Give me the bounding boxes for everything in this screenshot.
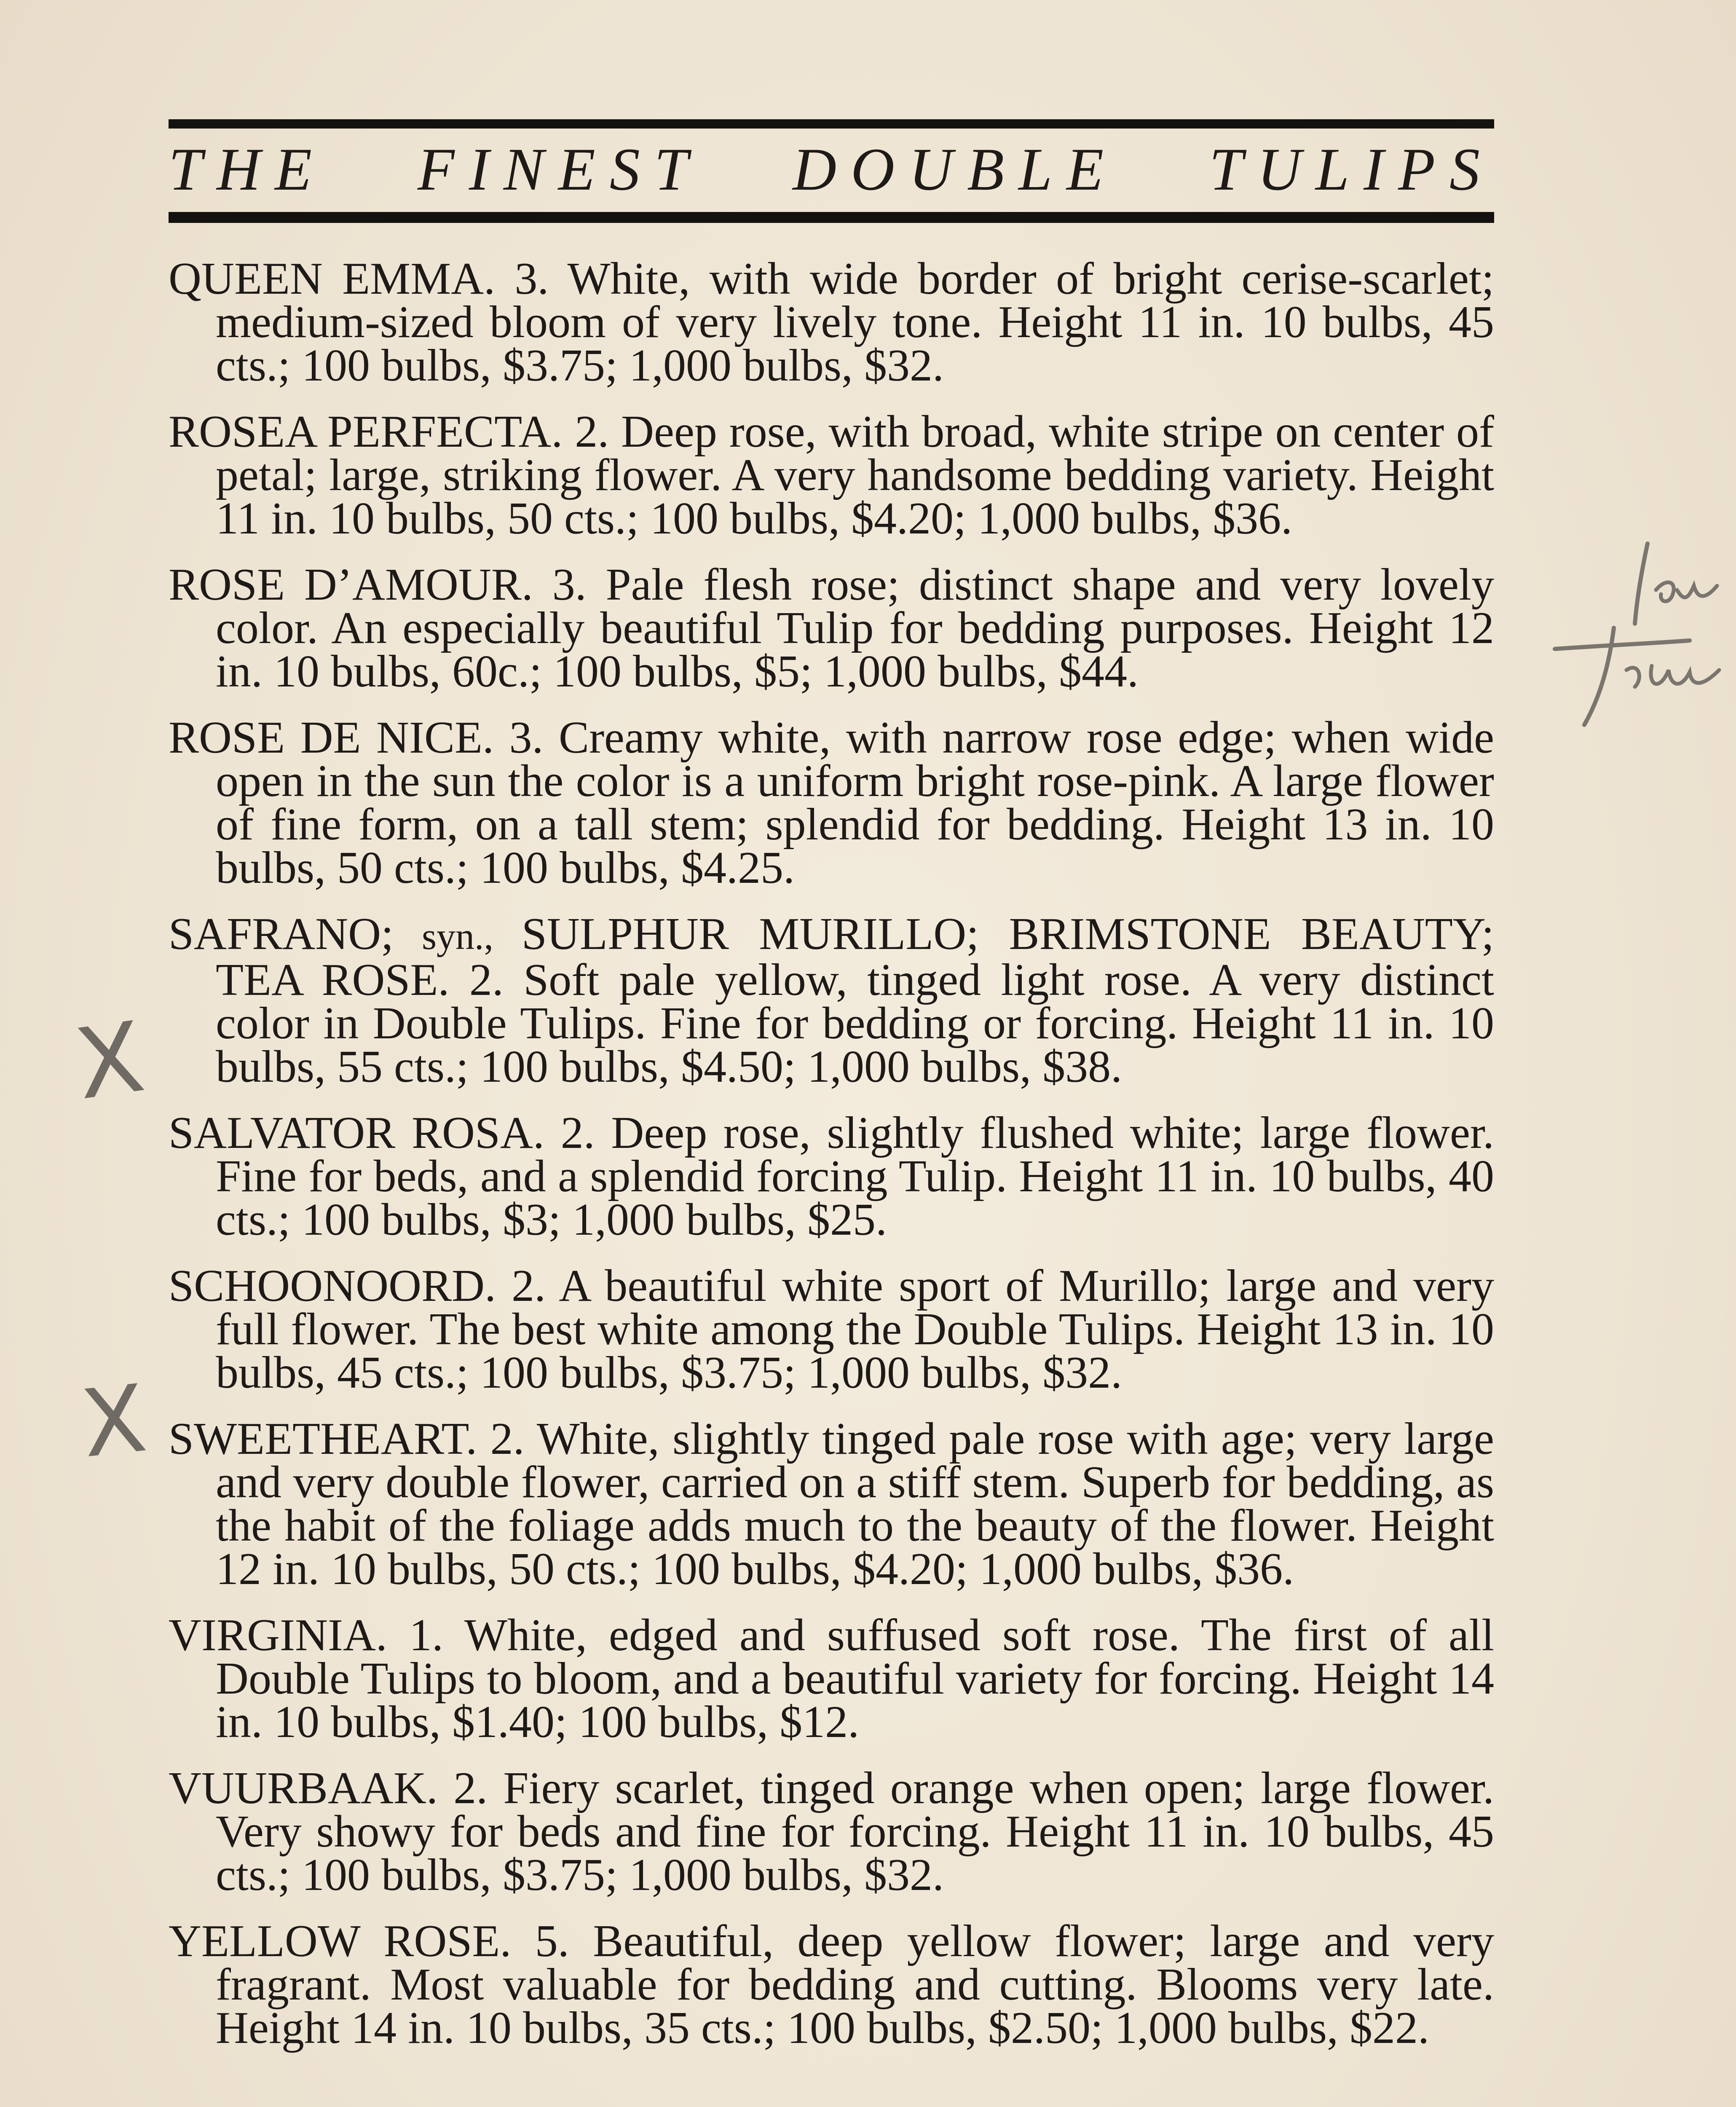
entry-description: 2. Fiery scarlet, tinged orange when open; large flower. Very showy for beds and fine for forcing. Height 11 in. 10 bulbs, 45 cts.; 100 bulbs, $3.75; 1,000 bulbs, $32. <box>216 1763 1494 1900</box>
entry-name: VUURBAAK. <box>169 1763 438 1813</box>
header-rule-bottom <box>169 212 1494 223</box>
tulip-entry-sweetheart <box>169 1414 1494 1594</box>
entry-name: YELLOW ROSE. <box>169 1916 512 1966</box>
tulip-entry-queen-emma <box>169 254 1494 391</box>
tulip-entry-schoonoord <box>169 1261 1494 1398</box>
tulip-entry-safrano <box>169 909 1494 1092</box>
entry-description: 2. A beautiful white sport of Murillo; large and very full flower. The best white among the Double Tulips. Height 13 in. 10 bulbs, 45 cts.; 100 bulbs, $3.75; 1,000 bulbs, $32. <box>216 1261 1494 1398</box>
entry-name: ROSE D’AMOUR. <box>169 560 533 610</box>
entry-description: 3. White, with wide border of bright cerise-scarlet; medium-sized bloom of very lively tone. Height 11 in. 10 bulbs, 45 cts.; 100 bulbs, $3.75; 1,000 bulbs, $32. <box>216 254 1494 391</box>
entry-description: 1. White, edged and suffused soft rose. The first of all Double Tulips to bloom, and a beautiful variety for forcing. Height 14 in. 10 bulbs, $1.40; 100 bulbs, $12. <box>216 1610 1494 1747</box>
tulip-entry-rosea-perfecta <box>169 407 1494 544</box>
entry-description: 2. Deep rose, slightly flushed white; large flower. Fine for beds, and a splendid forcing Tulip. Height 11 in. 10 bulbs, 40 cts.; 100 bulbs, $3; 1,000 bulbs, $25. <box>216 1108 1494 1245</box>
tulip-entry-virginia <box>169 1610 1494 1747</box>
tulip-entry-yellow-rose <box>169 1916 1494 2053</box>
entry-description: SULPHUR MURILLO; BRIMSTONE BEAUTY; TEA ROSE. 2. Soft pale yellow, tinged light rose. A very distinct color in Double Tulips. Fine for bedding or forcing. Height 11 in. 10 bulbs, 55 cts.; 100 bulbs, $4.50; 1,000 bulbs, $38. <box>216 909 1494 1092</box>
tulip-entry-rose-de-nice <box>169 713 1495 893</box>
entry-name: SCHOONOORD. <box>169 1261 496 1311</box>
entry-name: SAFRANO; <box>169 909 394 959</box>
entry-description: 2. Deep rose, with broad, white stripe on center of petal; large, striking flower. A very handsome bedding variety. Height 11 in. 10 bulbs, 50 cts.; 100 bulbs, $4.20; 1,000 bulbs, $36. <box>216 407 1494 544</box>
tulip-list <box>169 254 1495 2072</box>
tulip-entry-vuurbaak <box>169 1763 1494 1900</box>
entry-description: 2. White, slightly tinged pale rose with age; very large and very double flower, carried on a stiff stem. Superb for bedding, as the habit of the foliage adds much to the beauty of the flower. Height 12 in. 10 bulbs, 50 cts.; 100 bulbs, $4.20; 1,000 bulbs, $36. <box>216 1414 1494 1594</box>
page-title: THE FINEST DOUBLE TULIPS <box>169 136 1494 203</box>
entry-name: QUEEN EMMA. <box>169 254 496 304</box>
entry-name: VIRGINIA. <box>169 1610 387 1660</box>
pencil-x-mark: X <box>77 1364 151 1479</box>
entry-description: 5. Beautiful, deep yellow flower; large and very fragrant. Most valuable for bedding and cutting. Blooms very late. Height 14 in. 10 bulbs, 35 cts.; 100 bulbs, $2.50; 1,000 bulbs, $22. <box>216 1916 1494 2053</box>
entry-description: 3. Creamy white, with narrow rose edge; when wide open in the sun the color is a uniform bright rose-pink. A large flower of fine form, on a tall stem; splendid for bedding. Height 13 in. 10 bulbs, 50 cts.; 100 bulbs, $4.25. <box>216 713 1495 893</box>
entry-description: 3. Pale flesh rose; distinct shape and very lovely color. An especially beautiful Tulip for bedding purposes. Height 12 in. 10 bulbs, 60c.; 100 bulbs, $5; 1,000 bulbs, $44. <box>216 560 1494 697</box>
entry-name: ROSEA PERFECTA. <box>169 407 563 457</box>
pencil-scribble-icon <box>1551 527 1728 780</box>
entry-name: ROSE DE NICE. <box>169 713 494 763</box>
entry-synonym-label: syn., <box>394 916 522 957</box>
tulip-entry-rose-damour <box>169 560 1494 697</box>
pencil-x-mark: X <box>69 1001 151 1122</box>
tulip-entry-salvator-rosa <box>169 1108 1494 1245</box>
entry-name: SWEETHEART. <box>169 1414 477 1464</box>
header-rule-top <box>169 119 1494 129</box>
entry-name: SALVATOR ROSA. <box>169 1108 545 1158</box>
